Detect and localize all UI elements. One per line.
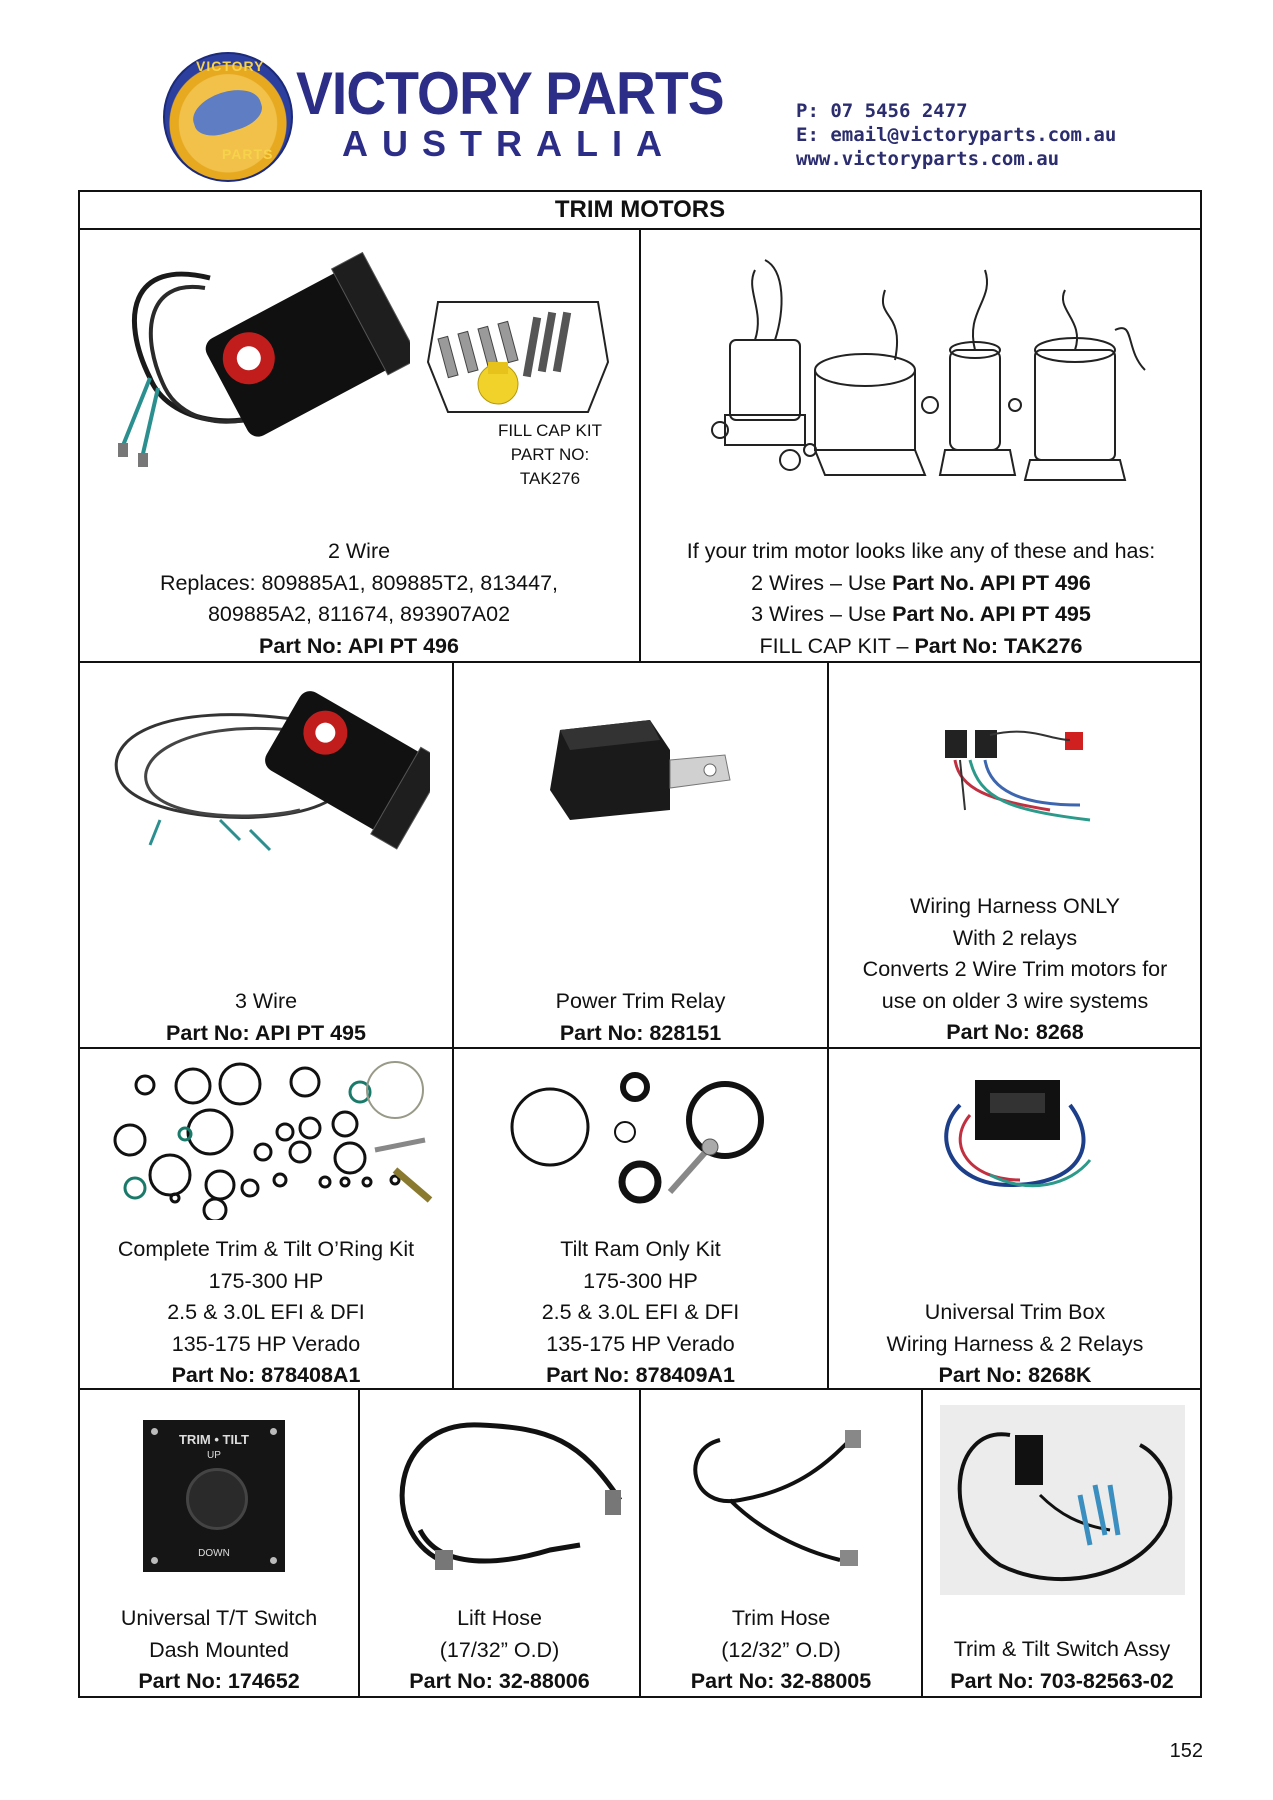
screw-icon xyxy=(151,1428,158,1435)
fill-cap-kit-image xyxy=(418,292,618,422)
trim-tilt-switch-assy-image xyxy=(940,1405,1185,1595)
caption-line: 2 Wire xyxy=(327,539,391,563)
screw-icon xyxy=(270,1428,277,1435)
brand-country: AUSTRALIA xyxy=(342,123,676,164)
caption-line: If your trim motor looks like any of these and has: xyxy=(686,539,1156,563)
caption-line: 809885A2, 811674, 893907A02 xyxy=(207,602,511,626)
caption-line: Replaces: 809885A1, 809885T2, 813447, xyxy=(159,570,559,595)
logo-ring-bottom: PARTS xyxy=(222,146,274,162)
screw-icon xyxy=(151,1557,158,1564)
caption-line: Wiring Harness ONLY xyxy=(910,894,1120,918)
part-number: Part No: 878409A1 xyxy=(546,1363,735,1387)
trim-motor-identify-caption xyxy=(641,536,1201,662)
caption-line: Universal Trim Box xyxy=(924,1300,1106,1324)
universal-trim-box-caption xyxy=(829,1297,1201,1392)
caption-line xyxy=(641,599,1201,631)
brand-name: VICTORY PARTS xyxy=(296,60,724,127)
caption-text: 2 Wires – Use xyxy=(751,570,893,595)
logo-ring-top: VICTORY xyxy=(196,58,265,74)
power-trim-relay-caption xyxy=(454,986,827,1049)
part-number: Part No: 8268K xyxy=(938,1363,1092,1387)
phone: P: 07 5456 2477 xyxy=(796,100,968,122)
switch-knob-icon xyxy=(186,1468,248,1530)
universal-trim-box-image xyxy=(930,1065,1110,1215)
caption-line: 3 Wire xyxy=(234,989,298,1013)
switch-top-label: TRIM • TILT xyxy=(178,1432,249,1447)
part-number: Part No. API PT 496 xyxy=(892,570,1091,595)
part-number: Part No: 703-82563-02 xyxy=(950,1668,1174,1693)
trim-motor-2-wire-image xyxy=(110,238,410,468)
tilt-ram-kit-caption xyxy=(454,1234,827,1392)
oring-kit-image xyxy=(105,1060,435,1220)
switch-down-label: DOWN xyxy=(198,1548,230,1559)
screw-icon xyxy=(270,1557,277,1564)
caption-line: 175-300 HP xyxy=(208,1268,324,1293)
part-number: Part No: 174652 xyxy=(138,1669,300,1693)
trim-motor-line-drawings xyxy=(695,250,1195,490)
caption-line: Complete Trim & Tilt O’Ring Kit xyxy=(117,1237,415,1261)
part-number: Part No: 32-88006 xyxy=(409,1669,590,1693)
lift-hose-image xyxy=(380,1410,630,1580)
caption-line: Lift Hose xyxy=(457,1606,542,1630)
trim-hose-caption xyxy=(641,1603,921,1698)
part-number: Part No: 878408A1 xyxy=(171,1363,361,1387)
contact-block xyxy=(796,99,1116,171)
caption-text: FILL CAP KIT – xyxy=(759,633,915,658)
caption-line: Trim Hose xyxy=(731,1606,831,1630)
trim-motor-3-wire-caption xyxy=(80,986,452,1049)
fill-cap-kit-part: PART NO: TAK276 xyxy=(510,445,590,488)
page-title: TRIM MOTORS xyxy=(554,196,726,223)
page-number: 152 xyxy=(1169,1740,1203,1762)
caption-line: With 2 relays xyxy=(952,925,1078,950)
caption-line: (12/32” O.D) xyxy=(721,1637,841,1662)
caption-line: Universal T/T Switch xyxy=(120,1606,318,1630)
switch-up-label: UP xyxy=(207,1450,221,1461)
caption-line: Dash Mounted xyxy=(149,1637,289,1662)
trim-motor-2-wire-caption xyxy=(80,536,638,662)
email-link[interactable]: E: email@victoryparts.com.au xyxy=(796,124,1117,146)
caption-line: 135-175 HP Verado xyxy=(171,1331,361,1356)
part-number: Part No: API PT 496 xyxy=(259,633,459,658)
caption-line: 135-175 HP Verado xyxy=(546,1331,735,1356)
website-link[interactable]: www.victoryparts.com.au xyxy=(796,148,1060,170)
caption-line: (17/32” O.D) xyxy=(439,1637,560,1662)
tt-switch-image xyxy=(143,1420,285,1572)
caption-line: 2.5 & 3.0L EFI & DFI xyxy=(541,1300,740,1324)
caption-line: Tilt Ram Only Kit xyxy=(560,1237,721,1261)
part-number: Part No: 828151 xyxy=(559,1020,722,1045)
caption-line: Converts 2 Wire Trim motors for xyxy=(862,957,1168,981)
caption-line: 175-300 HP xyxy=(583,1268,698,1293)
part-number: Part No: TAK276 xyxy=(914,633,1083,658)
part-number: Part No: 8268 xyxy=(946,1020,1084,1044)
trim-tilt-switch-assy-caption xyxy=(923,1634,1201,1697)
caption-line xyxy=(641,631,1201,663)
tilt-ram-kit-image xyxy=(510,1072,770,1212)
trim-hose-image xyxy=(680,1410,880,1580)
oring-kit-caption xyxy=(80,1234,452,1392)
caption-line: use on older 3 wire systems xyxy=(881,988,1149,1013)
part-number: Part No: API PT 495 xyxy=(166,1020,366,1045)
trim-motor-3-wire-image xyxy=(100,680,430,880)
fill-cap-kit-label: FILL CAP KIT xyxy=(498,421,602,440)
part-number: Part No. API PT 495 xyxy=(892,602,1091,626)
caption-text: 3 Wires – Use xyxy=(751,602,893,626)
caption-line: Wiring Harness & 2 Relays xyxy=(886,1331,1144,1356)
caption-line xyxy=(641,568,1201,600)
caption-line: Power Trim Relay xyxy=(555,989,726,1013)
lift-hose-caption xyxy=(360,1603,639,1698)
caption-line: 2.5 & 3.0L EFI & DFI xyxy=(167,1300,365,1324)
tt-switch-caption xyxy=(80,1603,358,1698)
fill-cap-label xyxy=(480,419,620,491)
part-number: Part No: 32-88005 xyxy=(690,1669,872,1693)
caption-line: Trim & Tilt Switch Assy xyxy=(953,1637,1171,1661)
power-trim-relay-image xyxy=(540,710,740,830)
wiring-harness-image xyxy=(930,710,1110,840)
wiring-harness-caption xyxy=(829,891,1201,1049)
